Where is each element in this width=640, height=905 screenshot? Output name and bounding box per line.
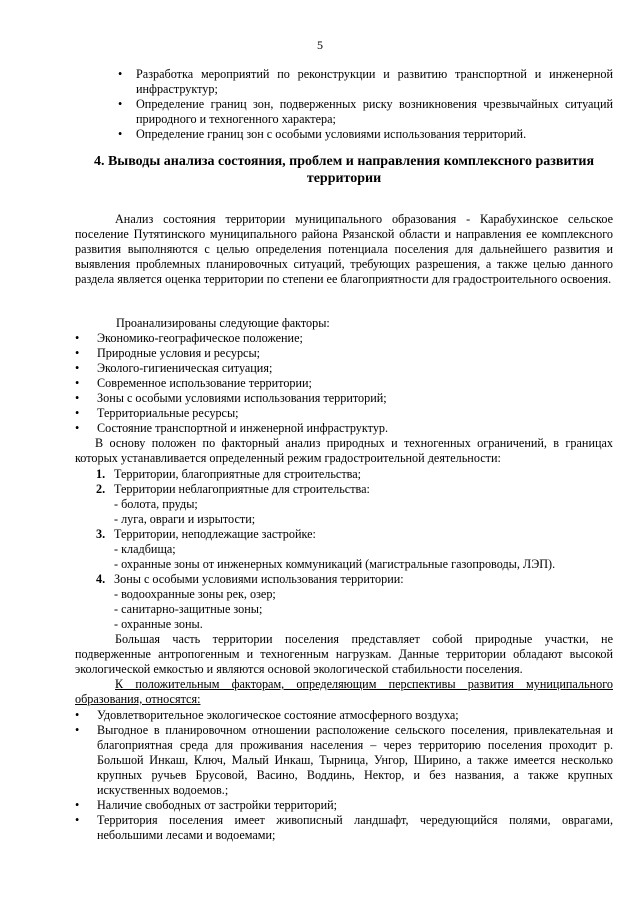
list-item: • Территориальные ресурсы; (75, 406, 613, 421)
item-number: 1. (96, 467, 106, 481)
sub-item: - охранные зоны. (114, 617, 203, 631)
basis-paragraph: В основу положен по факторный анализ природных и техногенных ограничений, в границах которых устанавливается определенный режим градостроительной деятельности: (75, 436, 613, 465)
factors-intro: Проанализированы следующие факторы: (116, 316, 330, 330)
numbered-item-3 (96, 527, 613, 542)
list-item: • Наличие свободных от застройки территорий; (75, 798, 613, 813)
sub-item: - кладбища; (114, 542, 176, 556)
page-number: 5 (317, 38, 323, 52)
list-item: • Эколого-гигиеническая ситуация; (75, 361, 613, 376)
numbered-item-2 (96, 482, 613, 497)
list-item: • Природные условия и ресурсы; (75, 346, 613, 361)
list-item: • Территория поселения имеет живописный ландшафт, чередующийся полями, оврагами, небольшими лесами и водоемами; (75, 813, 613, 843)
list-item: • Удовлетворительное экологическое состояние атмосферного воздуха; (75, 708, 613, 723)
top-bullet-list (118, 67, 613, 142)
item-number: 3. (96, 527, 106, 541)
list-item: • Экономико-географическое положение; (75, 331, 613, 346)
numbered-list (96, 467, 613, 632)
item-text: Территории неблагоприятные для строительства: (114, 482, 370, 496)
list-item: • Разработка мероприятий по реконструкции и развитию транспортной и инженерной инфраструктур; (118, 67, 613, 97)
section-heading: 4. Выводы анализа состояния, проблем и направления комплексного развития территории (93, 154, 595, 186)
numbered-item-4 (96, 572, 613, 587)
positive-factors-list (75, 708, 613, 843)
large-part-paragraph: Большая часть территории поселения представляет собой природные участки, не подверженные антропогенным и техногенным нагрузкам. Данные территории обладают высокой экологической емкостью и являются основой экологической стабильности поселения. (75, 632, 613, 676)
intro-paragraph: Анализ состояния территории муниципального образования - Карабухинское сельское поселение Путятинского муниципального района Рязанской области и направления ее комплексного развития выполняются с целью определения потенциала поселения для дальнейшего развития и выявления проблемных планировочных ситуаций, требующих разрешения, а также целью данного раздела является оценка территории по степени ее благоприятности для градостроительного освоения. (75, 212, 613, 286)
list-item: • Зоны с особыми условиями использования территорий; (75, 391, 613, 406)
item-text: Территории, неподлежащие застройке: (114, 527, 316, 541)
sub-item: - водоохранные зоны рек, озер; (114, 587, 276, 601)
item-text: Зоны с особыми условиями использования территории: (114, 572, 404, 586)
list-item: • Состояние транспортной и инженерной инфраструктур. (75, 421, 613, 436)
sub-item: - луга, овраги и изрытости; (114, 512, 256, 526)
item-text: Территории, благоприятные для строительства; (114, 467, 362, 481)
list-item: • Современное использование территории; (75, 376, 613, 391)
sub-item: - санитарно-защитные зоны; (114, 602, 263, 616)
factors-list (75, 331, 613, 436)
positive-factors-heading: К положительным факторам, определяющим перспективы развития муниципального образования, относятся: (75, 677, 613, 706)
item-number: 2. (96, 482, 106, 496)
sub-item: - охранные зоны от инженерных коммуникаций (магистральные газопроводы, ЛЭП). (114, 557, 556, 571)
numbered-item-1 (96, 467, 613, 482)
list-item: • Выгодное в планировочном отношении расположение сельского поселения, привлекательная и благоприятная среда для проживания населения – через территорию поселения проходит р. Большой Инкаш, Ключ, Малый Инкаш, Тырница, Унгор, Ширино, а также имеется несколько крупных ручьев Брусовой, Васино, Воддинь, Нектор, и без названия, а также крупных искуственных водоемов.; (75, 723, 613, 798)
list-item: • Определение границ зон, подверженных риску возникновения чрезвычайных ситуаций природного и техногенного характера; (118, 97, 613, 127)
item-number: 4. (96, 572, 106, 586)
sub-item: - болота, пруды; (114, 497, 198, 511)
list-item: • Определение границ зон с особыми условиями использования территорий. (118, 127, 613, 142)
